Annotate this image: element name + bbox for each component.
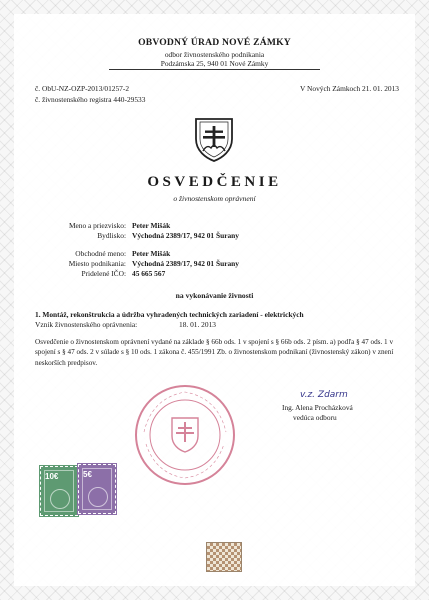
stamp-emblem-icon [50, 489, 70, 509]
revenue-stamp-5 [78, 464, 116, 514]
field-label: Bydlisko: [97, 231, 126, 240]
place-date: V Nových Zámkoch 21. 01. 2013 [299, 84, 399, 93]
signatory-position: vedúca odboru [293, 413, 337, 422]
stamp-value: 10€ [45, 472, 59, 481]
field-label: Obchodné meno: [75, 249, 126, 258]
trade-origin-date: 18. 01. 2013 [179, 320, 216, 329]
department-name: odbor živnostenského podnikania [164, 50, 265, 59]
revenue-stamp-10 [40, 466, 78, 516]
security-hologram-icon [206, 542, 242, 572]
field-label: Pridelené IČO: [81, 269, 126, 278]
field-value: Peter Mišák [132, 249, 171, 258]
field-label: Meno a priezvisko: [68, 221, 126, 230]
section-heading: na vykonávanie živnosti [175, 291, 254, 300]
trade-origin-label: Vznik živnostenského oprávnenia: [35, 320, 138, 329]
field-value: Východná 2389/17, 942 01 Šurany [132, 259, 239, 268]
stamp-value: 5€ [83, 470, 92, 479]
office-name: OBVODNÝ ÚRAD NOVÉ ZÁMKY [138, 37, 291, 48]
signatory-name: Ing. Alena Procházková [282, 403, 353, 412]
coat-of-arms-icon [194, 117, 234, 168]
certificate-body [14, 14, 415, 586]
document-title: OSVEDČENIE [147, 174, 282, 190]
field-value: Východná 2389/17, 942 01 Šurany [132, 231, 239, 240]
field-value: 45 665 567 [132, 269, 166, 278]
reference-number: č. ObU-NZ-OZP-2013/01257-2 [35, 84, 130, 93]
field-value: Peter Mišák [132, 221, 171, 230]
registry-number: č. živnostenského registra 440-29533 [35, 95, 146, 104]
trade-item: 1. Montáž, rekonštrukcia a údržba vyhradených technických zariadení - elektrických [35, 310, 304, 319]
handwritten-signature: v.z. Zdarm [300, 390, 348, 400]
official-seal-icon [132, 382, 238, 493]
office-address: Podzámska 25, 940 01 Nové Zámky [160, 59, 269, 68]
document-subtitle: o živnostenskom oprávnení [173, 194, 256, 203]
stamp-emblem-icon [88, 487, 108, 507]
header-rule [109, 69, 320, 70]
legal-text: Osvedčenie o živnostenskom oprávnení vydané na základe § 66b ods. 1 v spojení s § 66b ods. 2 písm. a) podľa § 47 ods. 1 v spojení s § 47 ods. 2 v súlade s § 10 ods. 1 zákona č. 455/1991 Zb. o živnostenskom podnikaní (živnostenský zákon) v znení neskorších predpisov. [35, 338, 394, 367]
field-label: Miesto podnikania: [68, 259, 126, 268]
